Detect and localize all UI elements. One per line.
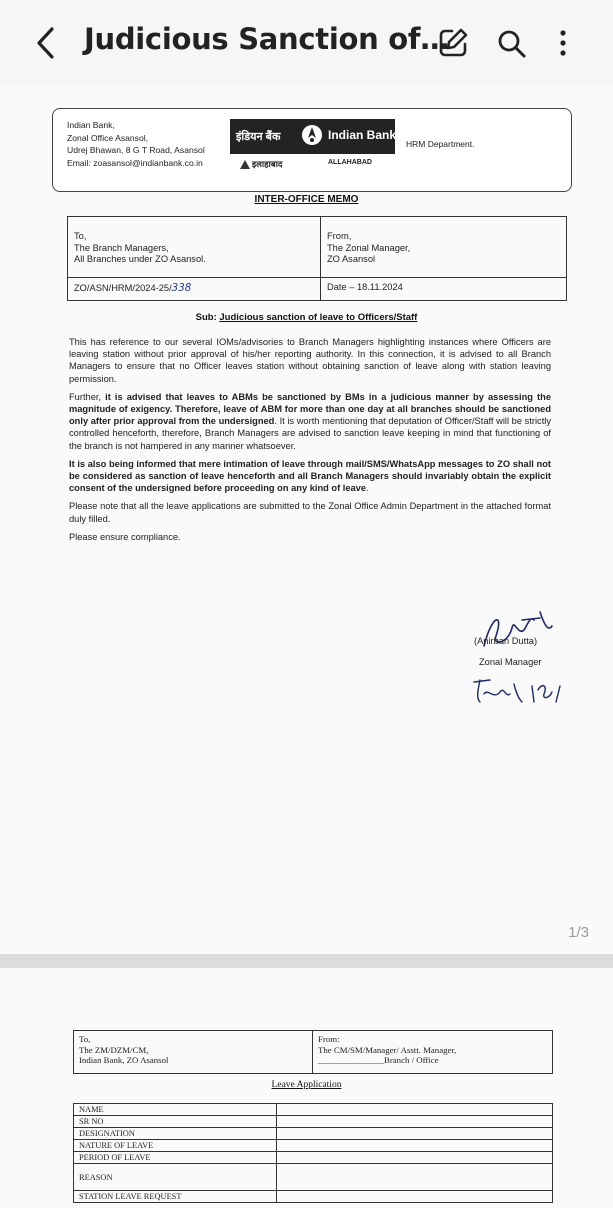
application-to-from-table (73, 1030, 553, 1074)
field-value (277, 1191, 553, 1203)
to-line: To, (74, 231, 87, 241)
to-from-table (67, 216, 567, 301)
paragraph: Please ensure compliance. (69, 531, 181, 542)
field-row (74, 1164, 553, 1191)
from-line: From: (318, 1034, 340, 1044)
to-line: All Branches under ZO Asansol. (74, 254, 206, 264)
field-label: NAME (74, 1104, 277, 1116)
memo-body (69, 336, 551, 549)
handwritten-initials-image (470, 672, 580, 712)
address-email: Email: zoasansol@indianbank.co.in (67, 157, 203, 168)
logo-lower-band (230, 154, 395, 175)
indian-bank-logo (230, 119, 395, 175)
paragraph-text: Further, (69, 391, 106, 402)
edit-icon[interactable] (436, 26, 470, 60)
subject-text: Judicious sanction of leave to Officers/Staff (219, 312, 418, 323)
back-arrow-icon[interactable] (30, 24, 64, 62)
field-row (74, 1191, 553, 1203)
field-label: STATION LEAVE REQUEST (74, 1191, 277, 1203)
indian-bank-emblem-icon (301, 124, 323, 146)
from-line: ZO Asansol (327, 254, 376, 264)
field-label: NATURE OF LEAVE (74, 1140, 277, 1152)
to-line: The Branch Managers, (74, 242, 169, 253)
to-cell (74, 1031, 313, 1074)
field-row (74, 1104, 553, 1116)
to-line: Indian Bank, ZO Asansol (79, 1055, 169, 1065)
signature-block (470, 606, 590, 716)
paragraph-text: . (366, 483, 369, 494)
from-line: From, (327, 231, 352, 241)
logo-english-text: Indian Bank (328, 128, 397, 142)
allahabad-triangle-icon (240, 160, 250, 169)
memo-title: INTER-OFFICE MEMO (254, 194, 359, 205)
field-value (277, 1140, 553, 1152)
field-value (277, 1104, 553, 1116)
from-line: The CM/SM/Manager/ Asstt. Manager, (318, 1044, 457, 1055)
letterhead (52, 108, 572, 192)
paragraph (69, 458, 551, 495)
document-page-2[interactable] (0, 968, 613, 1208)
from-line: The Zonal Manager, (327, 242, 411, 253)
paragraph: This has reference to our several IOMs/advisories to Branch Managers highlighting instances where Officers are leaving station without prior approval of his/her reporting authority. In this connection, it is advised to all Branch Managers to ensure that no Officer leaves station without obtaining sanction of leave along with station leaving permission. (69, 337, 551, 384)
field-value (277, 1116, 553, 1128)
to-line: The ZM/DZM/CM, (79, 1044, 149, 1055)
field-label: REASON (74, 1164, 277, 1191)
field-value (277, 1164, 553, 1191)
paragraph-bold-text: it is advised that leaves to ABMs be sanctioned by BMs in a judicious manner by assessing the magnitude of exigency. Therefore, leave of ABM for more than one day at all branches should be sanctioned only after prior approval from the undersigned (69, 391, 552, 427)
logo-hindi-city: इलाहाबाद (252, 159, 283, 169)
field-row (74, 1152, 553, 1164)
to-line: To, (79, 1034, 91, 1044)
field-row (74, 1116, 553, 1128)
field-label: PERIOD OF LEAVE (74, 1152, 277, 1164)
subject-prefix: Sub: (195, 312, 217, 323)
field-row (74, 1128, 553, 1140)
address-line: Indian Bank, (67, 120, 115, 130)
leave-application-fields (73, 1103, 553, 1203)
handwritten-reference: 338 (171, 281, 192, 294)
document-title: Judicious Sanction of… (84, 22, 449, 56)
department-label: HRM Department. (406, 139, 475, 149)
from-cell (321, 217, 567, 278)
signatory-name: (Anirban Dutta) (474, 636, 538, 646)
field-label: SR NO (74, 1116, 277, 1128)
paragraph-bold-text: It is also being informed that mere intimation of leave through mail/SMS/WhatsApp messages to ZO shall not be considered as sanction of leave henceforth and all Branch Managers should invariably obtain the explicit consent of the undersigned before proceeding on any kind of leave (69, 458, 551, 494)
paragraph: Please note that all the leave applications are submitted to the Zonal Office Admin Department in the attached format duly filled. (69, 501, 551, 524)
to-cell (68, 217, 321, 278)
logo-hindi-text: इंडियन बैंक (236, 131, 281, 143)
app-bar (0, 0, 613, 86)
field-value (277, 1128, 553, 1140)
paragraph (69, 391, 551, 452)
reference-cell (68, 278, 321, 301)
more-vertical-icon[interactable] (548, 26, 578, 60)
date-cell (321, 278, 567, 301)
search-icon[interactable] (494, 26, 528, 60)
from-cell (313, 1031, 553, 1074)
field-row (74, 1140, 553, 1152)
subject-line (0, 312, 613, 323)
from-line: _______________Branch / Office (318, 1055, 439, 1065)
memo-date: Date – 18.11.2024 (327, 282, 403, 292)
office-address (67, 119, 205, 169)
leave-application-title: Leave Application (271, 1080, 342, 1090)
field-value (277, 1152, 553, 1164)
page-separator (0, 954, 613, 968)
logo-english-city: ALLAHABAD (328, 159, 372, 166)
address-line: Udrej Bhawan, 8 G T Road, Asansol (67, 145, 205, 155)
reference-number: ZO/ASN/HRM/2024-25/ (74, 283, 172, 293)
paragraph-text: . It is worth mentioning that deputation of Officer/Staff will be strictly controlled henceforth, therefore, Branch Managers are advised to sanction leave keeping in mind that functioning of the branch is not hampered in any manner whatsoever. (69, 416, 551, 451)
field-label: DESIGNATION (74, 1128, 277, 1140)
address-line: Zonal Office Asansol, (67, 132, 149, 143)
document-page-1[interactable] (0, 86, 613, 954)
page-indicator: 1/3 (568, 924, 589, 941)
signatory-title: Zonal Manager (479, 657, 542, 667)
